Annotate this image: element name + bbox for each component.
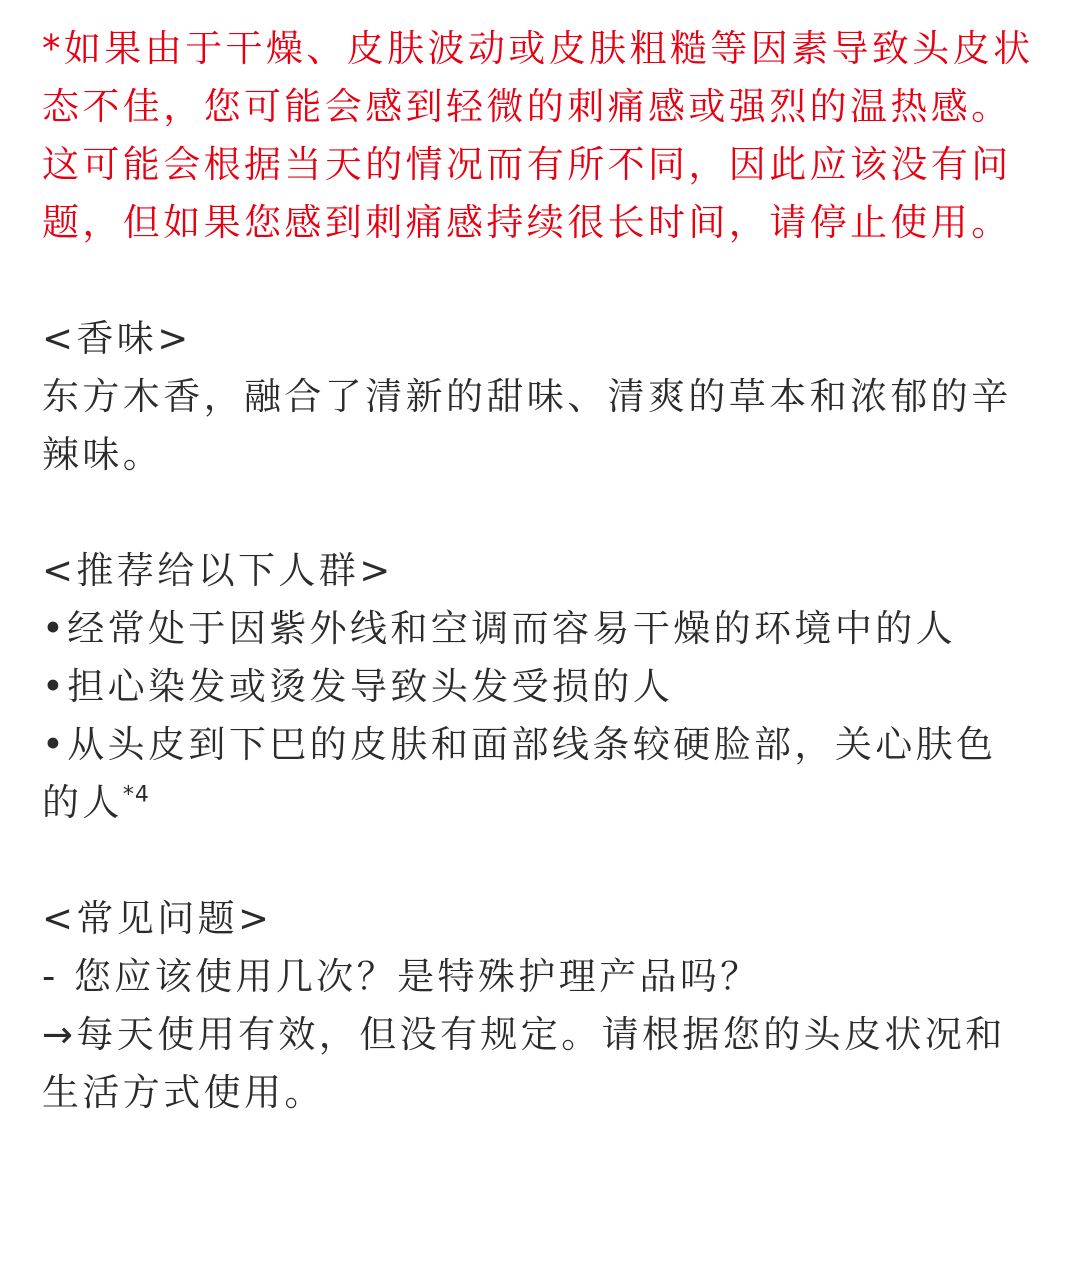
notice-paragraph-1: *如果由于干燥、皮肤波动或皮肤粗糙等因素导致头皮状态不佳，您可能会感到轻微的刺痛感或强烈的温热感。	[42, 27, 1034, 128]
recommended-item-with-footnote	[42, 716, 1036, 832]
notice-section	[42, 20, 1036, 252]
recommended-item-text: •从头皮到下巴的皮肤和面部线条较硬脸部，关心肤色的人	[42, 723, 997, 824]
faq-heading: <常见问题>	[42, 897, 273, 940]
notice-paragraph-2: 这可能会根据当天的情况而有所不同，因此应该没有问题，但如果您感到刺痛感持续很长时间，请停止使用。	[42, 143, 1012, 244]
recommended-item: •经常处于因紫外线和空调而容易干燥的环境中的人	[42, 607, 957, 650]
faq-section	[42, 890, 1036, 1122]
footnote-marker: *4	[122, 782, 150, 808]
recommended-heading: <推荐给以下人群>	[42, 549, 394, 592]
scent-section	[42, 310, 1036, 484]
faq-answer: →每天使用有效，但没有规定。请根据您的头皮状况和生活方式使用。	[42, 1013, 1006, 1114]
spacer	[42, 832, 1036, 890]
recommended-section	[42, 542, 1036, 832]
scent-heading: <香味>	[42, 317, 192, 360]
spacer	[42, 484, 1036, 542]
scent-body: 东方木香，融合了清新的甜味、清爽的草本和浓郁的辛辣味。	[42, 375, 1012, 476]
spacer	[42, 252, 1036, 310]
faq-question: - 您应该使用几次？是特殊护理产品吗？	[42, 955, 761, 998]
recommended-item: •担心染发或烫发导致头发受损的人	[42, 665, 674, 708]
